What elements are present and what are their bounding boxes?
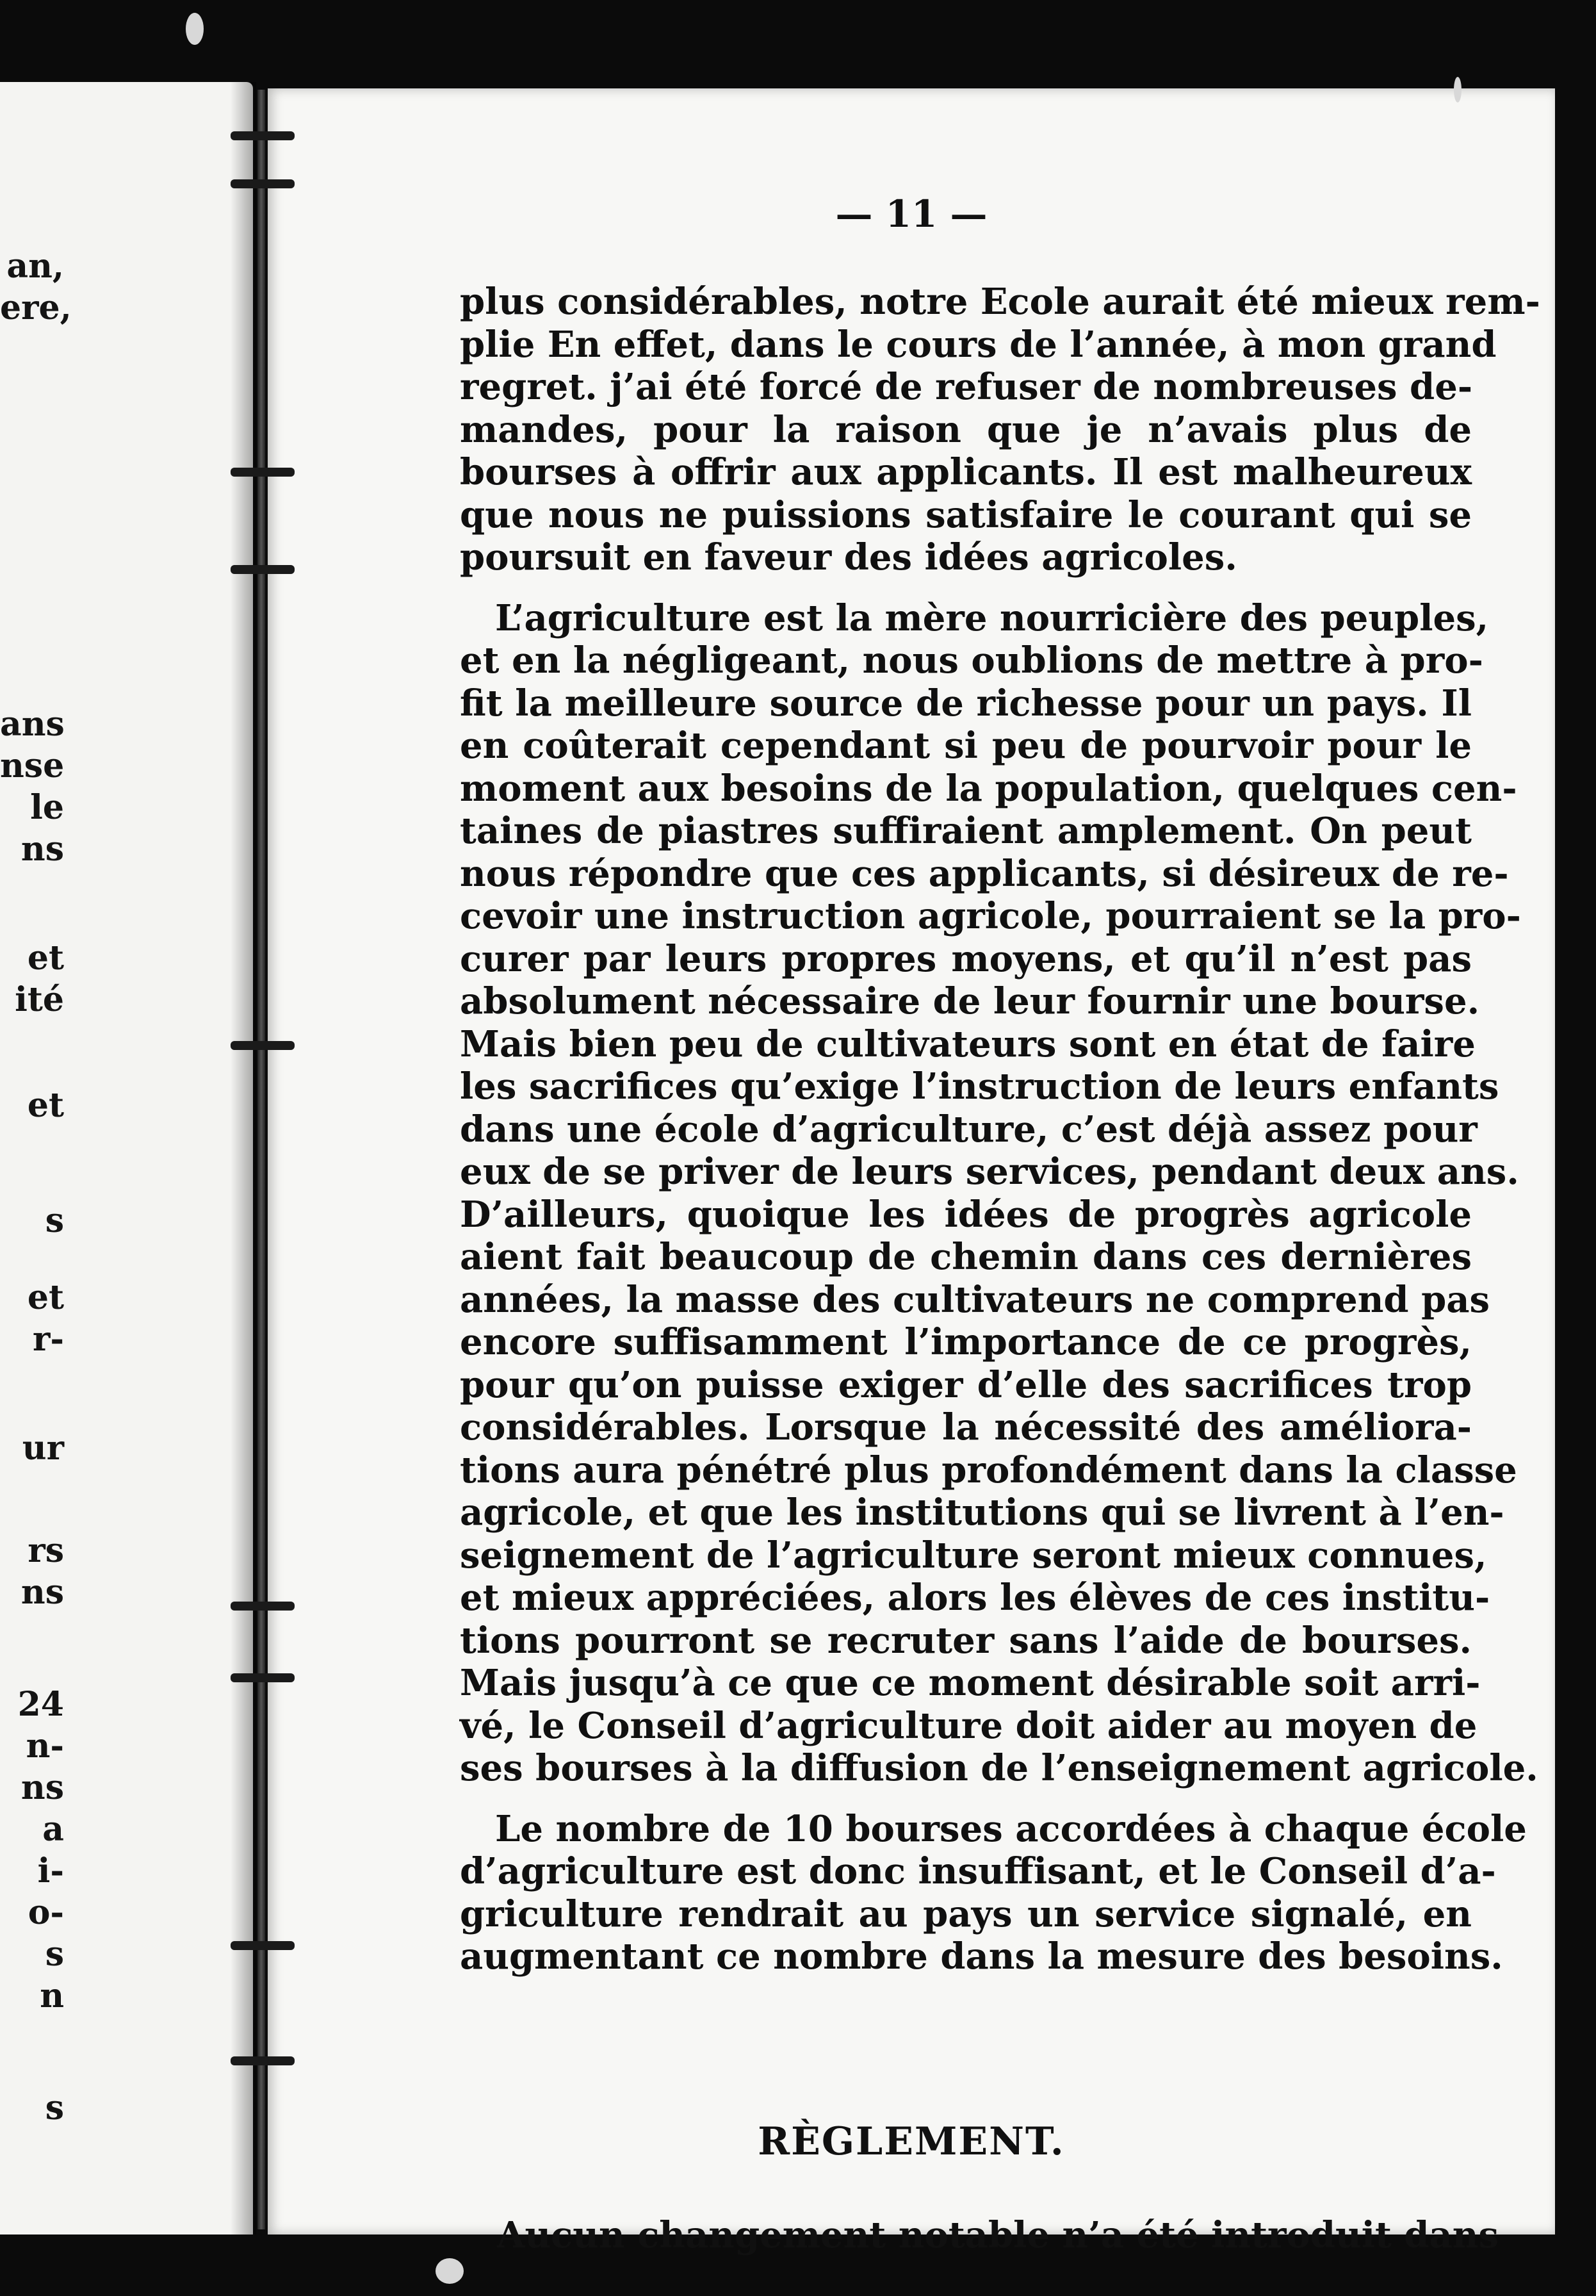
book-spine <box>257 90 265 2229</box>
text-line: mandes, pour la raison que je n’avais plus de <box>460 408 1472 451</box>
left-page-fragment: r- <box>33 1320 64 1359</box>
text-line: encore suffisamment l’importance de ce progrès, <box>460 1321 1472 1363</box>
paragraph-gap <box>460 1790 1472 1808</box>
binding-staple <box>231 1673 295 1682</box>
page-number: — 11 — <box>835 192 988 236</box>
text-line: considérables. Lorsque la nécessité des améliora- <box>460 1406 1472 1448</box>
text-line: Le nombre de 10 bourses accordées à chaque école <box>495 1807 1527 1850</box>
text-line: et mieux appréciées, alors les élèves de ces institu- <box>460 1577 1490 1619</box>
scan-speck <box>1454 77 1462 102</box>
text-line: Mais bien peu de cultivateurs sont en état de faire <box>460 1022 1476 1065</box>
final-text-line: Aucun changement notable n’a été introduit dans <box>497 2214 1499 2256</box>
body-text <box>460 281 1540 1978</box>
text-line: D’ailleurs, quoique les idées de progrès agricole <box>460 1193 1472 1236</box>
binding-staple <box>231 179 295 188</box>
text-line: d’agriculture est donc insuffisant, et le Conseil d’a- <box>460 1850 1496 1892</box>
text-line: fit la meilleure source de richesse pour un pays. Il <box>460 682 1472 725</box>
left-page-fragment: ere, <box>0 288 72 327</box>
left-page-fragment: le <box>30 788 64 827</box>
text-line: curer par leurs propres moyens, et qu’il n’est pas <box>460 937 1472 980</box>
left-page-fragment: s <box>45 2088 64 2128</box>
scan-speck <box>436 2258 464 2284</box>
left-page-fragment: i- <box>37 1851 64 1890</box>
left-page-fragment: et <box>27 1278 64 1317</box>
text-line: bourses à offrir aux applicants. Il est malheureux <box>460 451 1472 493</box>
text-line: et en la négligeant, nous oublions de mettre à pro- <box>460 639 1483 682</box>
left-page-fragment: et <box>27 939 64 978</box>
left-page-fragment: s <box>45 1935 64 1974</box>
binding-staple <box>231 131 295 140</box>
text-line: années, la masse des cultivateurs ne comprend pas <box>460 1278 1490 1321</box>
left-page-fragment: ns <box>20 830 64 869</box>
text-line: cevoir une instruction agricole, pourraient se la pro- <box>460 895 1521 937</box>
text-line: plus considérables, notre Ecole aurait été mieux rem- <box>460 281 1540 323</box>
text-line: tions pourront se recruter sans l’aide de bourses. <box>460 1619 1472 1662</box>
text-line: Mais jusqu’à ce que ce moment désirable soit arri- <box>460 1662 1481 1704</box>
scan-speck <box>186 13 204 45</box>
text-line: pour qu’on puisse exiger d’elle des sacrifices trop <box>460 1363 1472 1406</box>
left-page-fragment: ans <box>0 705 65 744</box>
left-page-fragment: ns <box>20 1573 64 1612</box>
text-line: plie En effet, dans le cours de l’année, à mon grand <box>460 323 1497 366</box>
left-page-fragment: n- <box>26 1726 64 1766</box>
left-page-fragment: n <box>40 1976 64 2015</box>
text-line: absolument nécessaire de leur fournir une bourse. <box>460 980 1480 1022</box>
left-page-fragment: nse <box>0 746 65 785</box>
text-line: que nous ne puissions satisfaire le courant qui se <box>460 493 1472 536</box>
left-page <box>0 82 253 2234</box>
left-page-fragments <box>0 82 72 2234</box>
text-line: les sacrifices qu’exige l’instruction de leurs enfants <box>460 1065 1499 1108</box>
text-line: ses bourses à la diffusion de l’enseignement agricole. <box>460 1747 1538 1789</box>
text-line: vé, le Conseil d’agriculture doit aider au moyen de <box>460 1704 1478 1747</box>
text-line: seignement de l’agriculture seront mieux connues, <box>460 1534 1487 1577</box>
text-line: moment aux besoins de la population, quelques cen- <box>460 767 1517 810</box>
text-line: L’agriculture est la mère nourricière des peuples, <box>495 596 1489 639</box>
left-page-fragment: s <box>45 1201 64 1240</box>
left-page-fragment: et <box>27 1086 64 1125</box>
text-line: augmentant ce nombre dans la mesure des besoins. <box>460 1935 1503 1978</box>
text-line: regret. j’ai été forcé de refuser de nombreuses de- <box>460 366 1473 408</box>
binding-staple <box>231 1602 295 1611</box>
text-line: eux de se priver de leurs services, pendant deux ans. <box>460 1151 1519 1193</box>
left-page-fragment: rs <box>28 1531 64 1570</box>
left-page-fragment: ur <box>22 1429 64 1468</box>
text-line: agricole, et que les institutions qui se livrent à l’en- <box>460 1491 1504 1534</box>
right-page <box>268 88 1555 2256</box>
text-line: dans une école d’agriculture, c’est déjà assez pour <box>460 1108 1478 1151</box>
text-line: tions aura pénétré plus profondément dans la classe <box>460 1448 1517 1491</box>
binding-staple <box>231 1041 295 1050</box>
section-heading: RÈGLEMENT. <box>758 2119 1065 2164</box>
binding-staple <box>231 1941 295 1950</box>
left-page-fragment: an, <box>6 247 64 286</box>
paragraph-gap <box>460 579 1472 597</box>
binding-staple <box>231 565 295 574</box>
text-line: nous répondre que ces applicants, si désireux de re- <box>460 852 1509 895</box>
binding-staple <box>231 2056 295 2065</box>
text-line: aient fait beaucoup de chemin dans ces dernières <box>460 1236 1472 1278</box>
left-page-fragment: 24 <box>17 1685 64 1724</box>
left-page-fragment: ns <box>20 1768 64 1807</box>
text-line: en coûterait cependant si peu de pourvoir pour le <box>460 725 1472 767</box>
text-line: griculture rendrait au pays un service signalé, en <box>460 1892 1472 1935</box>
text-line: poursuit en faveur des idées agricoles. <box>460 536 1237 578</box>
left-page-fragment: o- <box>28 1893 64 1932</box>
text-line: taines de piastres suffiraient amplement. On peut <box>460 810 1472 852</box>
gutter-shadow <box>231 82 256 2234</box>
left-page-fragment: ité <box>15 980 64 1019</box>
left-page-fragment: a <box>42 1810 64 1849</box>
binding-staple <box>231 468 295 477</box>
